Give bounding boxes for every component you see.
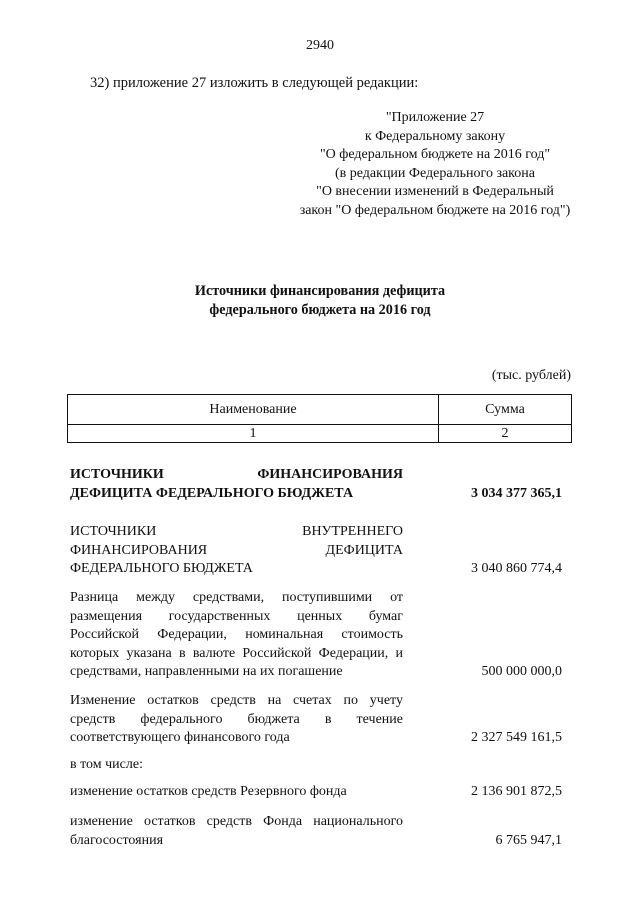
row-name-line: которых указана в валюте Российской Федерации, и bbox=[70, 645, 403, 661]
annex-line: закон "О федеральном бюджете на 2016 год") bbox=[299, 202, 571, 218]
row-name-line: благосостояния bbox=[70, 832, 164, 848]
table-header bbox=[67, 394, 572, 443]
row-name-line: ФИНАНСИРОВАНИЯ ДЕФИЦИТА bbox=[70, 542, 403, 558]
page-number: 2940 bbox=[306, 38, 334, 53]
column-number-1: 1 bbox=[68, 425, 439, 443]
table-row bbox=[70, 783, 562, 802]
row-name-line: ИСТОЧНИКИ ФИНАНСИРОВАНИЯ bbox=[70, 467, 403, 482]
row-name-line: размещения государственных ценных бумаг bbox=[70, 608, 403, 624]
table-row bbox=[70, 813, 562, 850]
row-name bbox=[70, 783, 403, 802]
annex-reference-block bbox=[290, 109, 580, 221]
column-number-2: 2 bbox=[439, 425, 572, 443]
row-name-line: соответствующего финансового года bbox=[70, 730, 290, 745]
table-row bbox=[70, 589, 562, 682]
table-row bbox=[70, 692, 562, 748]
row-name-line: изменение остатков средств Резервного фонда bbox=[70, 784, 347, 799]
row-name-line: Разница между средствами, поступившими от bbox=[70, 590, 403, 605]
amendment-item-line: 32) приложение 27 изложить в следующей редакции: bbox=[90, 75, 419, 91]
annex-line: "О внесении изменений в Федеральный bbox=[316, 184, 554, 200]
row-amount: 6 765 947,1 bbox=[495, 832, 562, 848]
annex-line: (в редакции Федерального закона bbox=[335, 165, 535, 181]
row-name-line: Изменение остатков средств на счетах по учету bbox=[70, 693, 403, 708]
row-name bbox=[70, 692, 403, 748]
column-header-amount: Сумма bbox=[439, 395, 572, 425]
annex-line: к Федеральному закону bbox=[364, 128, 506, 144]
row-name-line: ФЕДЕРАЛЬНОГО БЮДЖЕТА bbox=[70, 561, 253, 576]
row-amount: 3 040 860 774,4 bbox=[471, 561, 562, 576]
document-title bbox=[0, 282, 640, 320]
row-amount: 500 000 000,0 bbox=[481, 664, 562, 679]
row-name-line: средств федерального бюджета в течение bbox=[70, 711, 403, 727]
annex-line: "Приложение 27 bbox=[385, 110, 485, 125]
units-label: (тыс. рублей) bbox=[491, 368, 571, 383]
row-name bbox=[70, 523, 403, 579]
in-particular-label: в том числе: bbox=[70, 757, 143, 772]
column-header-name: Наименование bbox=[68, 395, 439, 425]
row-name-line: Российской Федерации, номинальная стоимость bbox=[70, 627, 403, 642]
title-line: федерального бюджета на 2016 год bbox=[209, 302, 431, 318]
row-name-line: ИСТОЧНИКИ ВНУТРЕННЕГО bbox=[70, 524, 403, 539]
row-name-line: изменение остатков средств Фонда национального bbox=[70, 814, 403, 829]
table-row bbox=[70, 523, 562, 579]
row-name-line: ДЕФИЦИТА ФЕДЕРАЛЬНОГО БЮДЖЕТА bbox=[70, 485, 354, 501]
annex-line: "О федеральном бюджете на 2016 год" bbox=[319, 147, 551, 163]
table-row bbox=[70, 466, 562, 503]
row-name bbox=[70, 466, 403, 503]
row-amount: 3 034 377 365,1 bbox=[471, 485, 562, 501]
row-name bbox=[70, 589, 403, 682]
row-name bbox=[70, 813, 403, 850]
row-amount: 2 136 901 872,5 bbox=[471, 784, 562, 799]
row-name-line: средствами, направленными на их погашение bbox=[70, 664, 343, 679]
title-line: Источники финансирования дефицита bbox=[194, 283, 446, 299]
row-amount: 2 327 549 161,5 bbox=[471, 730, 562, 745]
